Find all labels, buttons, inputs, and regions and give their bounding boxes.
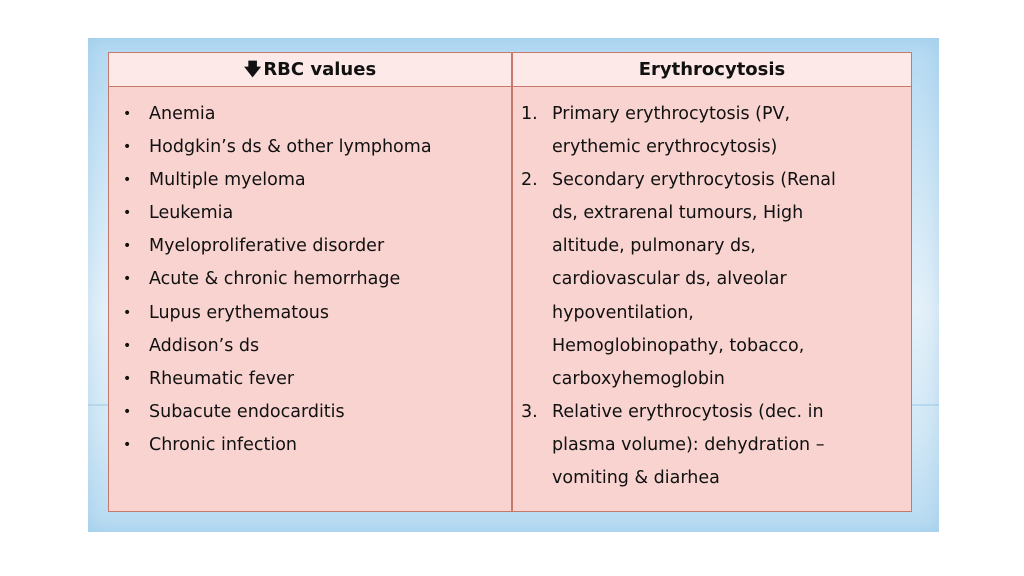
slide-frame — [88, 38, 939, 532]
list-item-text: Leukemia — [149, 203, 234, 224]
header-left-label: RBC values — [263, 59, 377, 80]
list-item-text: Addison’s ds — [149, 335, 260, 356]
list-item — [119, 263, 504, 296]
item-text-line: plasma volume): dehydration – — [552, 434, 825, 455]
list-item-text: Acute & chronic hemorrhage — [149, 269, 401, 290]
bullet-icon: • — [123, 403, 132, 420]
item-text-line: Hemoglobinopathy, tobacco, — [552, 335, 805, 356]
list-item-text: Hodgkin’s ds & other lymphoma — [149, 137, 432, 158]
numbered-item — [521, 396, 905, 495]
item-text-line: hypoventilation, — [552, 302, 694, 323]
erythrocytosis-types-list — [521, 98, 905, 495]
bullet-icon: • — [123, 436, 132, 453]
bullet-icon: • — [123, 139, 132, 156]
list-item — [119, 131, 504, 164]
list-item — [119, 396, 504, 429]
item-text-line: carboxyhemoglobin — [552, 368, 725, 389]
item-text-line: vomiting & diarhea — [552, 468, 720, 489]
item-text-line: erythemic erythrocytosis) — [552, 137, 778, 158]
numbered-item — [521, 98, 905, 164]
bullet-icon: • — [123, 337, 132, 354]
list-item-text: Rheumatic fever — [149, 368, 295, 389]
list-item — [119, 197, 504, 230]
header-rbc-values — [109, 53, 511, 87]
down-arrow-icon: 🡇 — [243, 60, 262, 80]
item-number: 1. — [521, 104, 538, 124]
list-item-text: Subacute endocarditis — [149, 401, 345, 422]
item-text-line: altitude, pulmonary ds, — [552, 236, 756, 257]
bullet-icon: • — [123, 271, 132, 288]
item-text-line: Relative erythrocytosis (dec. in — [552, 401, 824, 422]
rbc-causes-list — [119, 98, 504, 462]
bullet-icon: • — [123, 172, 132, 189]
list-item — [119, 164, 504, 197]
bullet-icon: • — [123, 238, 132, 255]
bullet-icon: • — [123, 205, 132, 222]
list-item — [119, 98, 504, 131]
item-number: 2. — [521, 170, 538, 191]
comparison-table — [108, 52, 912, 512]
header-erythrocytosis — [513, 53, 911, 87]
header-right-label: Erythrocytosis — [638, 59, 786, 80]
list-item — [119, 429, 504, 462]
item-text-line: Primary erythrocytosis (PV, — [552, 104, 791, 124]
numbered-item — [521, 164, 905, 396]
bullet-icon: • — [123, 370, 132, 387]
list-item-text: Myeloproliferative disorder — [149, 236, 385, 257]
list-item — [119, 230, 504, 263]
item-text-line: ds, extrarenal tumours, High — [552, 203, 804, 224]
item-number: 3. — [521, 401, 538, 422]
item-text-line: Secondary erythrocytosis (Renal — [552, 170, 836, 191]
bullet-icon: • — [123, 106, 132, 122]
list-item-text: Anemia — [149, 104, 216, 124]
item-text-line: cardiovascular ds, alveolar — [552, 269, 787, 290]
list-item — [119, 330, 504, 363]
list-item — [119, 363, 504, 396]
column-divider — [511, 53, 513, 511]
list-item-text: Lupus erythematous — [149, 302, 329, 323]
list-item — [119, 297, 504, 330]
bullet-icon: • — [123, 304, 132, 321]
list-item-text: Multiple myeloma — [149, 170, 306, 191]
list-item-text: Chronic infection — [149, 434, 297, 455]
